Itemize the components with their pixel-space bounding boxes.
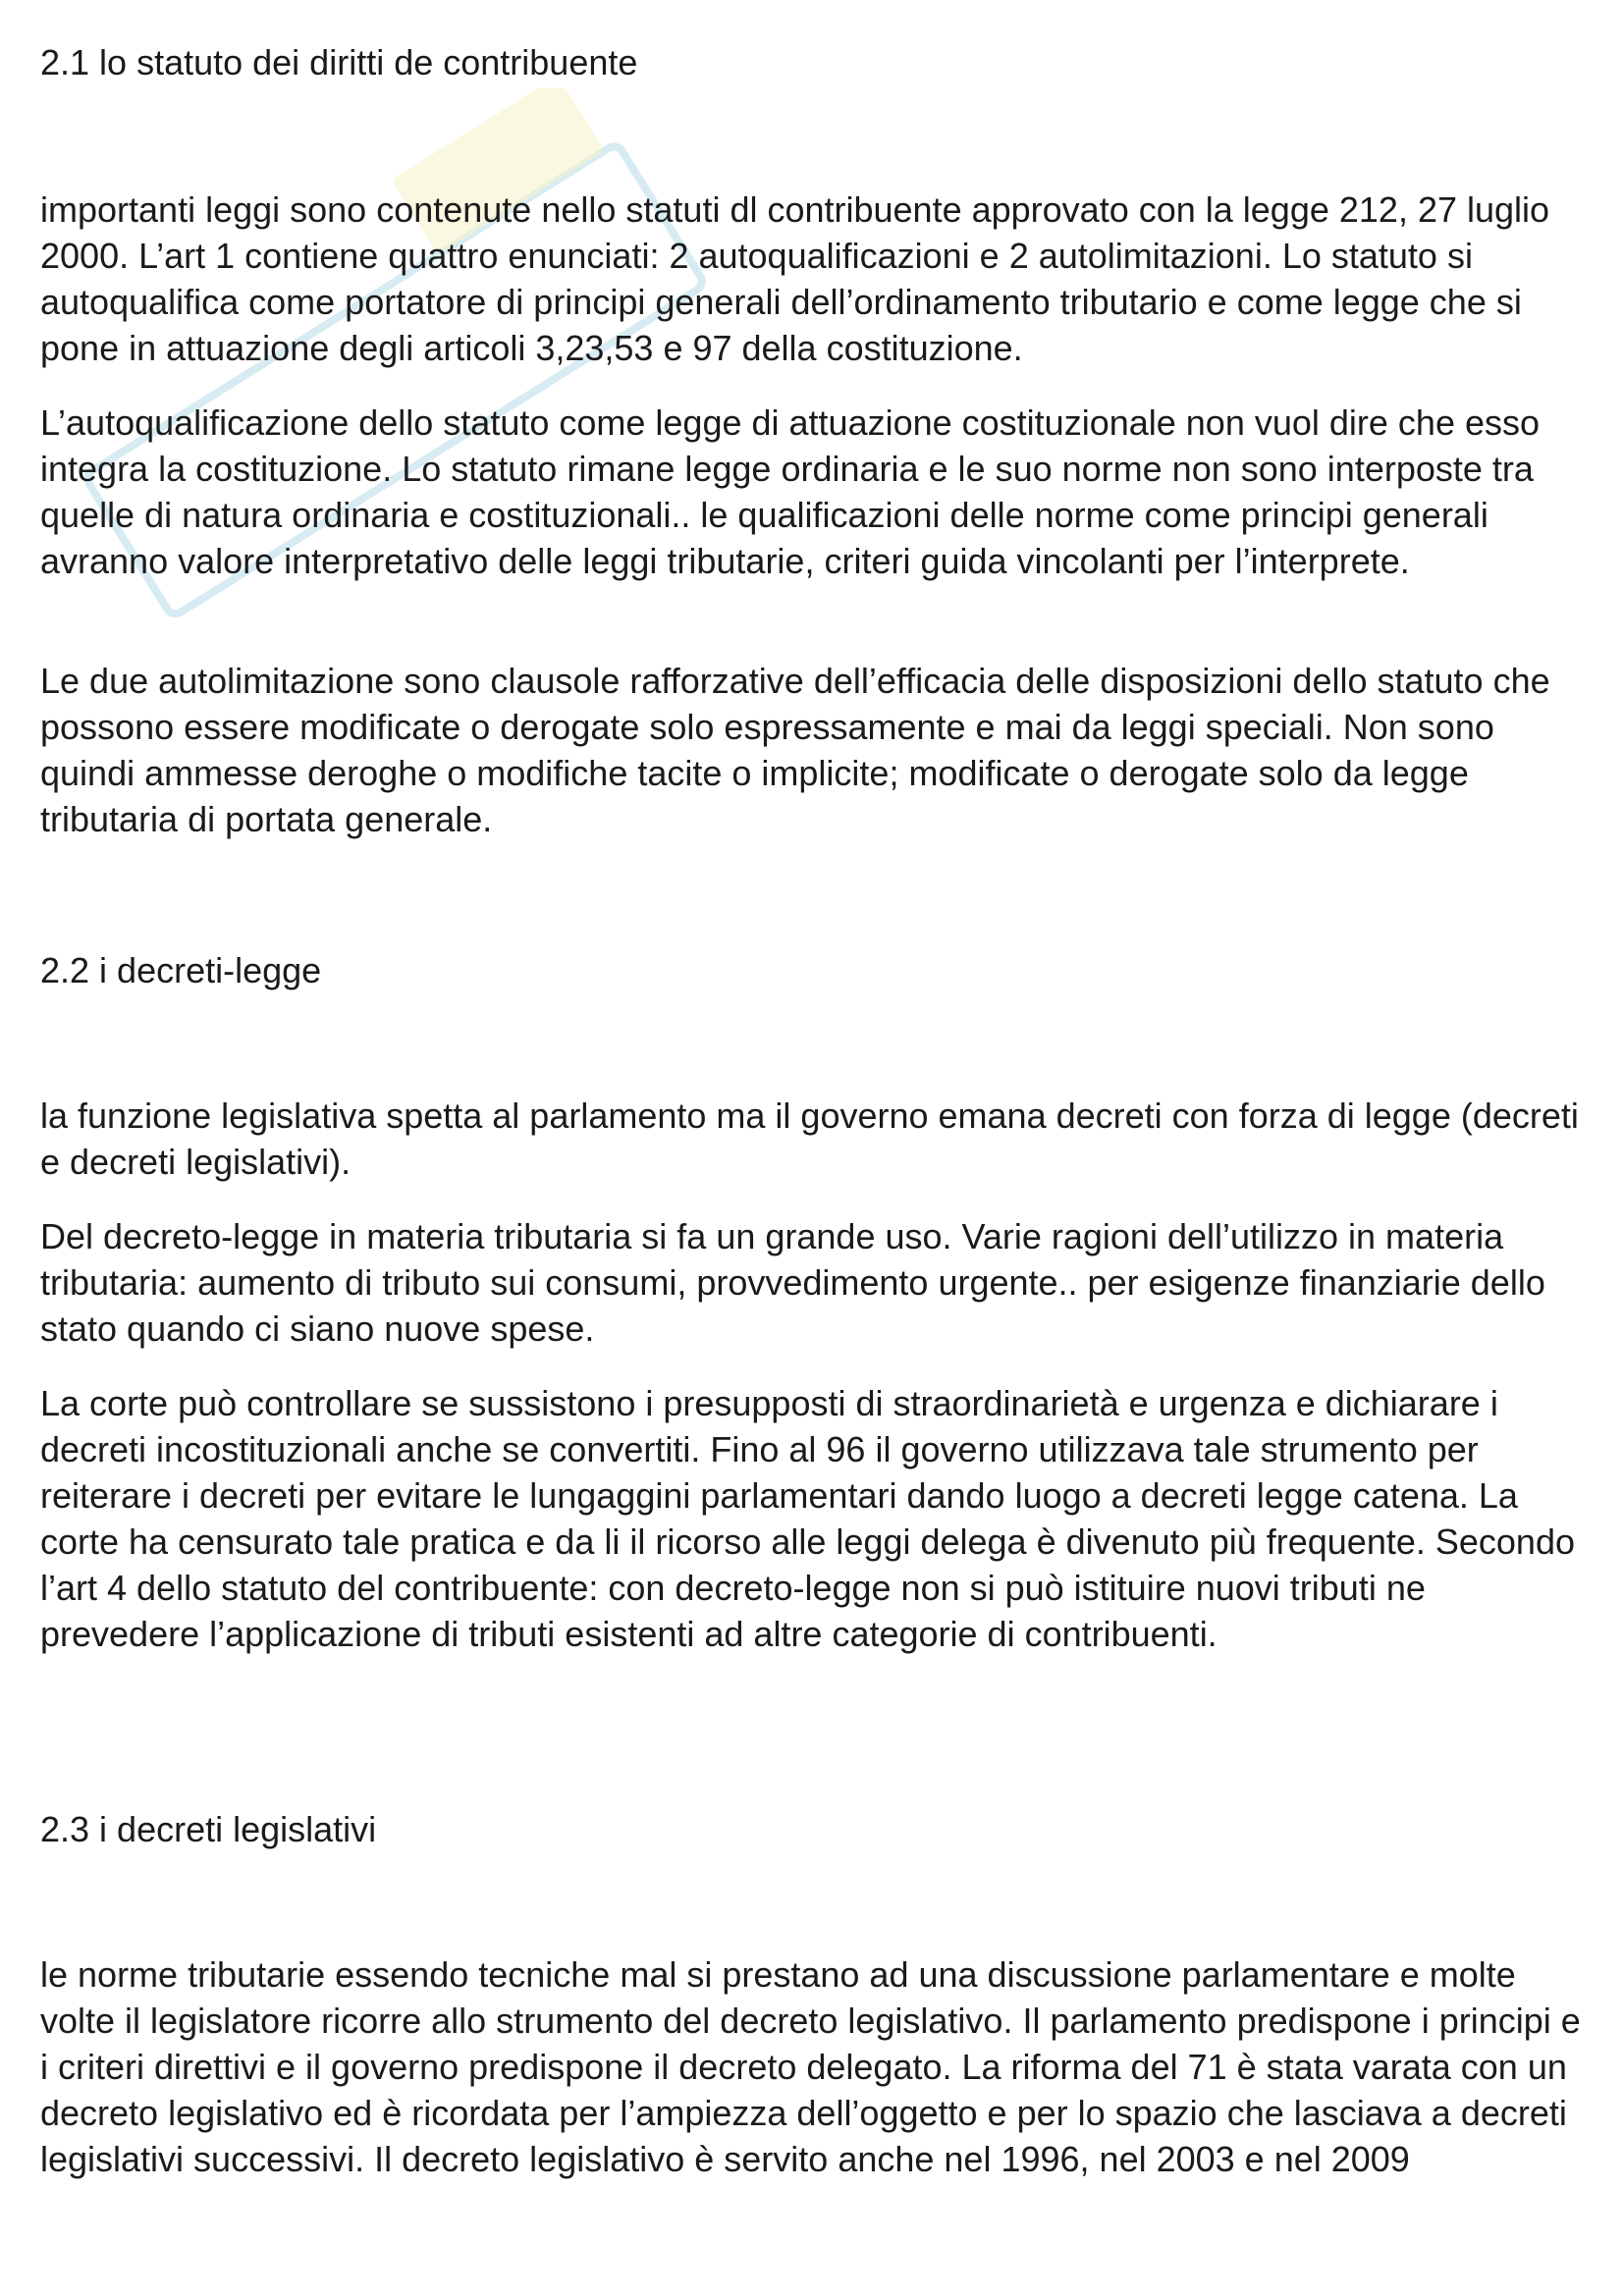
paragraph: Le due autolimitazione sono clausole rafforzative dell’efficacia delle disposizioni dello statuto che possono essere modificate o derogate solo espressamente e mai da leggi speciali. Non sono quindi ammesse deroghe o modifiche tacite o implicite; modificate o derogate solo da legge tributaria di portata generale. bbox=[40, 661, 1550, 839]
paragraph: la funzione legislativa spetta al parlamento ma il governo emana decreti con forza di legge (decreti e decreti legislativi). bbox=[40, 1095, 1579, 1182]
easyexam-watermark-logo bbox=[59, 88, 746, 697]
paragraph: La corte può controllare se sussistono i presupposti di straordinarietà e urgenza e dichiarare i decreti incostituzionali anche se convertiti. Fino al 96 il governo utilizzava tale strumento per reiterare i decreti per evitare le lungaggini parlamentari dando luogo a decreti legge catena. La corte ha censurato tale pratica e da li il ricorso alle leggi delega è divenuto più frequente. Secondo l’art 4 dello statuto del contribuente: con decreto-legge non si può istituire nuovi tributi ne prevedere l’applicazione di tributi esistenti ad altre categorie di contribuenti. bbox=[40, 1383, 1575, 1654]
section-heading: 2.3 i decreti legislativi bbox=[40, 1809, 377, 1849]
section-heading: 2.1 lo statuto dei diritti de contribuente bbox=[40, 42, 638, 82]
paragraph: L’autoqualificazione dello statuto come legge di attuazione costituzionale non vuol dire che esso integra la costituzione. Lo statuto rimane legge ordinaria e le suo norme non sono interposte tra quelle di natura ordinaria e costituzionali.. le qualificazioni delle norme come principi generali avranno valore interpretativo delle leggi tributarie, criteri guida vincolanti per l’interprete. bbox=[40, 402, 1541, 581]
paragraph: importanti leggi sono contenute nello statuti dl contribuente approvato con la legge 212, 27 luglio 2000. L’art 1 contiene quattro enunciati: 2 autoqualificazioni e 2 autolimitazioni. Lo statuto si autoqualifica come portatore di principi generali dell’ordinamento tributario e come legge che si pone in attuazione degli articoli 3,23,53 e 97 della costituzione. bbox=[40, 189, 1550, 368]
paragraph: Del decreto-legge in materia tributaria si fa un grande uso. Varie ragioni dell’utilizzo in materia tributaria: aumento di tributo sui consumi, provvedimento urgente.. per esigenze finanziarie dello stato quando ci siano nuove spese. bbox=[40, 1216, 1545, 1349]
paragraph: le norme tributarie essendo tecniche mal si prestano ad una discussione parlamentare e molte volte il legislatore ricorre allo strumento del decreto legislativo. Il parlamento predispone i principi e i criteri direttivi e il governo predispone il decreto delegato. La riforma del 71 è stata varata con un decreto legislativo ed è ricordata per l’ampiezza dell’oggetto e per lo spazio che lasciava a decreti legislativi successivi. Il decreto legislativo è servito anche nel 1996, nel 2003 e nel 2009 bbox=[40, 1954, 1581, 2179]
section-heading: 2.2 i decreti-legge bbox=[40, 950, 322, 990]
